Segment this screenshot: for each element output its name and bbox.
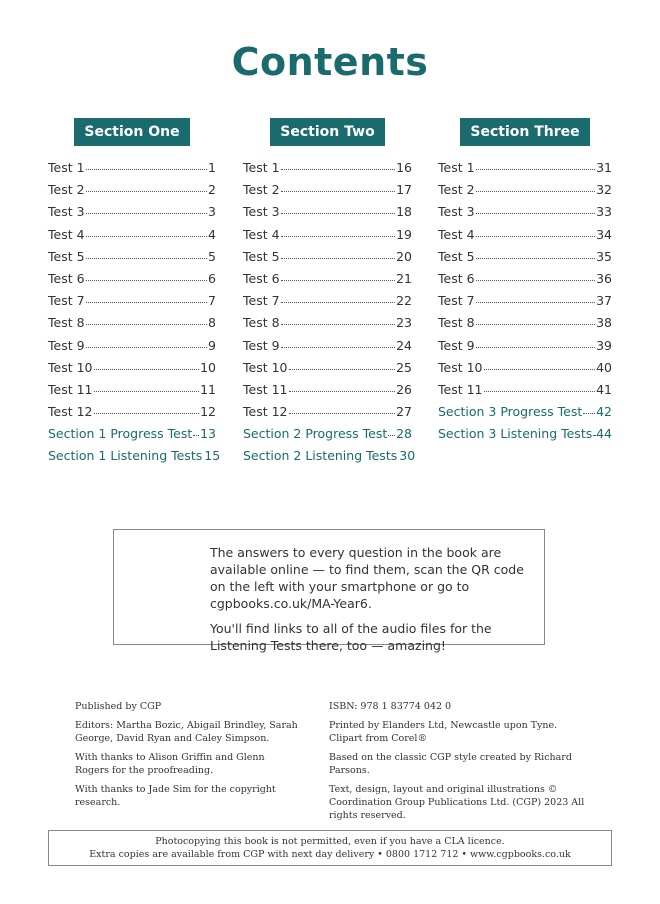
toc-entry-label: Test 7 — [438, 293, 475, 309]
toc-entry-page: 11 — [200, 381, 216, 397]
section-column-two — [243, 118, 416, 471]
toc-entry-page: 10 — [200, 359, 216, 375]
toc-entry-page: 30 — [399, 448, 416, 464]
dot-leader — [86, 226, 208, 237]
dot-leader — [193, 425, 199, 436]
toc-entry — [243, 338, 412, 360]
toc-entry-label: Test 9 — [438, 337, 475, 353]
toc-entry-label: Test 2 — [438, 182, 475, 198]
section-heading: Section Three — [460, 118, 589, 146]
toc-entry-page: 6 — [208, 270, 216, 286]
toc-entry — [438, 338, 612, 360]
toc-entry-page: 33 — [596, 204, 612, 220]
dot-leader — [281, 270, 396, 281]
toc-entry — [48, 448, 221, 470]
dot-leader — [281, 292, 396, 303]
dot-leader — [86, 337, 208, 348]
dot-leader — [281, 226, 396, 237]
toc-entry — [243, 227, 412, 249]
toc-entry-label: Test 9 — [243, 337, 280, 353]
toc-entry-label: Test 6 — [243, 270, 280, 286]
dot-leader — [94, 359, 200, 370]
dot-leader — [86, 159, 208, 170]
dot-leader — [86, 203, 208, 214]
dot-leader — [86, 292, 208, 303]
toc-entry-label: Test 3 — [243, 204, 280, 220]
toc-entry — [438, 382, 612, 404]
toc-entry — [243, 182, 412, 204]
toc-entry — [48, 338, 216, 360]
toc-entry — [48, 293, 216, 315]
toc-entry-label: Test 5 — [438, 248, 475, 264]
publisher-info-left — [75, 700, 300, 815]
section-heading: Section One — [74, 118, 189, 146]
toc-entry — [48, 160, 216, 182]
toc-entry-label: Test 4 — [48, 226, 85, 242]
toc-entry-label: Test 11 — [48, 381, 93, 397]
dot-leader — [476, 159, 596, 170]
toc-entry — [243, 160, 412, 182]
order-info: Extra copies are available from CGP with next day delivery • 0800 1712 712 • www.cgpbooks.co.uk — [89, 849, 571, 860]
isbn: ISBN: 978 1 83774 042 0 — [329, 701, 452, 712]
toc-entry — [243, 404, 412, 426]
dot-leader — [289, 359, 396, 370]
toc-entry-label: Test 9 — [48, 337, 85, 353]
toc-entry — [243, 271, 412, 293]
dot-leader — [583, 403, 595, 414]
toc-entry-label: Test 8 — [438, 315, 475, 331]
toc-entry-page: 37 — [596, 293, 612, 309]
toc-entry-label: Test 8 — [48, 315, 85, 331]
toc-entry — [48, 271, 216, 293]
toc-entry-label: Test 11 — [438, 381, 483, 397]
toc-list — [48, 160, 221, 471]
toc-entry — [438, 182, 612, 204]
toc-entry — [48, 315, 216, 337]
toc-entry-label: Test 6 — [438, 270, 475, 286]
toc-entry-page: 4 — [208, 226, 216, 242]
toc-entry-page: 20 — [396, 248, 412, 264]
dot-leader — [484, 359, 596, 370]
dot-leader — [94, 381, 200, 392]
dot-leader — [476, 270, 596, 281]
toc-entry-label: Test 4 — [243, 226, 280, 242]
toc-entry-page: 19 — [396, 226, 412, 242]
photocopy-notice: Photocopying this book is not permitted, even if you have a CLA licence. — [155, 836, 505, 847]
dot-leader — [281, 203, 396, 214]
toc-entry-page: 12 — [200, 404, 216, 420]
toc-entry — [48, 382, 216, 404]
toc-entry — [243, 360, 412, 382]
toc-entry-page: 21 — [396, 270, 412, 286]
toc-entry-label: Test 7 — [48, 293, 85, 309]
toc-entry-page: 41 — [596, 381, 612, 397]
toc-entry-label: Test 1 — [438, 160, 475, 175]
toc-entry-page: 40 — [596, 359, 612, 375]
toc-entry-label: Test 4 — [438, 226, 475, 242]
toc-entry-label: Section 3 Listening Tests — [438, 426, 593, 442]
toc-entry — [438, 293, 612, 315]
page-title: Contents — [231, 40, 429, 84]
toc-entry-label: Test 2 — [243, 182, 280, 198]
toc-entry-label: Section 2 Listening Tests — [243, 448, 398, 464]
toc-entry-label: Test 12 — [48, 404, 93, 420]
toc-entry — [438, 227, 612, 249]
toc-entry — [438, 204, 612, 226]
toc-entry-page: 44 — [596, 426, 612, 442]
toc-entry-page: 31 — [596, 160, 612, 175]
toc-entry-page: 42 — [596, 404, 612, 420]
toc-entry-page: 7 — [208, 293, 216, 309]
dot-leader — [281, 159, 396, 170]
section-column-three — [438, 118, 612, 448]
toc-entry-label: Section 2 Progress Test — [243, 426, 388, 442]
answers-paragraph: The answers to every question in the book are available online — to find them, scan the QR code on the left with your smartphone or go to cgpbooks.co.uk/MA-Year6. — [210, 545, 524, 611]
section-column-one — [48, 118, 221, 471]
toc-entry-page: 25 — [396, 359, 412, 375]
toc-entry-page: 28 — [396, 426, 412, 442]
toc-entry — [438, 249, 612, 271]
toc-entry — [243, 448, 416, 470]
toc-entry-page: 18 — [396, 204, 412, 220]
dot-leader — [281, 181, 396, 192]
dot-leader — [86, 248, 208, 259]
copyright-notice: Text, design, layout and original illustrations © Coordination Group Publications Ltd. (CGP) 2023 All rights reserved. — [329, 784, 585, 821]
toc-entry-page: 27 — [396, 404, 412, 420]
toc-entry-label: Test 1 — [243, 160, 280, 175]
toc-entry — [48, 360, 216, 382]
published-by: Published by CGP — [75, 701, 162, 712]
toc-entry — [243, 204, 412, 226]
dot-leader — [289, 381, 396, 392]
toc-entry-page: 9 — [208, 337, 216, 353]
dot-leader — [86, 314, 208, 325]
toc-entry-label: Section 3 Progress Test — [438, 404, 583, 420]
publisher-info-right — [329, 700, 589, 828]
dot-leader — [476, 337, 596, 348]
toc-entry-label: Test 6 — [48, 270, 85, 286]
toc-entry-label: Test 8 — [243, 315, 280, 331]
dot-leader — [476, 292, 596, 303]
toc-list — [438, 160, 612, 448]
toc-entry-label: Test 5 — [48, 248, 85, 264]
dot-leader — [476, 181, 596, 192]
dot-leader — [281, 248, 396, 259]
toc-entry — [48, 227, 216, 249]
toc-entry-page: 16 — [396, 160, 412, 175]
toc-entry — [48, 204, 216, 226]
toc-entry-page: 15 — [204, 448, 221, 464]
toc-entry-label: Section 1 Listening Tests — [48, 448, 203, 464]
section-heading: Section Two — [270, 118, 384, 146]
dot-leader — [476, 226, 596, 237]
toc-entry — [243, 315, 412, 337]
toc-entry-label: Test 1 — [48, 160, 85, 175]
toc-entry-page: 36 — [596, 270, 612, 286]
toc-entry-page: 8 — [208, 315, 216, 331]
toc-entry — [243, 293, 412, 315]
toc-entry-page: 3 — [208, 204, 216, 220]
printer-info: Printed by Elanders Ltd, Newcastle upon Tyne. Clipart from Corel® — [329, 720, 558, 744]
dot-leader — [476, 203, 596, 214]
dot-leader — [476, 248, 596, 259]
toc-entry-label: Test 10 — [48, 359, 93, 375]
dot-leader — [484, 381, 596, 392]
toc-entry-page: 38 — [596, 315, 612, 331]
toc-entry — [48, 182, 216, 204]
dot-leader — [289, 403, 396, 414]
dot-leader — [281, 314, 396, 325]
toc-entry-label: Test 12 — [243, 404, 288, 420]
toc-entry-label: Test 3 — [48, 204, 85, 220]
editors: Editors: Martha Bozic, Abigail Brindley, Sarah George, David Ryan and Caley Simpson. — [75, 720, 298, 744]
dot-leader — [94, 403, 200, 414]
dot-leader — [593, 425, 595, 436]
toc-entry-page: 32 — [596, 182, 612, 198]
toc-entry-page: 22 — [396, 293, 412, 309]
based-on: Based on the classic CGP style created by Richard Parsons. — [329, 752, 572, 776]
thanks-proofreading: With thanks to Alison Griffin and Glenn Rogers for the proofreading. — [75, 752, 265, 776]
dot-leader — [476, 314, 596, 325]
toc-entry-page: 26 — [396, 381, 412, 397]
toc-entry — [48, 404, 216, 426]
footer-notice-box — [48, 830, 612, 866]
dot-leader — [388, 425, 395, 436]
toc-entry-label: Test 7 — [243, 293, 280, 309]
toc-entry — [438, 315, 612, 337]
audio-paragraph: You'll find links to all of the audio files for the Listening Tests there, too — amazing! — [210, 621, 492, 653]
toc-entry-page: 34 — [596, 226, 612, 242]
toc-entry — [243, 426, 412, 448]
toc-entry-label: Test 10 — [243, 359, 288, 375]
toc-entry-page: 13 — [200, 426, 216, 442]
toc-entry-label: Test 10 — [438, 359, 483, 375]
toc-entry — [243, 249, 412, 271]
toc-entry-label: Test 5 — [243, 248, 280, 264]
dot-leader — [281, 337, 396, 348]
toc-entry — [48, 426, 216, 448]
dot-leader — [86, 181, 208, 192]
toc-entry — [48, 249, 216, 271]
toc-entry-label: Test 3 — [438, 204, 475, 220]
toc-entry-label: Test 2 — [48, 182, 85, 198]
toc-entry — [438, 404, 612, 426]
toc-entry-page: 5 — [208, 248, 216, 264]
toc-entry-page: 24 — [396, 337, 412, 353]
toc-entry — [438, 360, 612, 382]
toc-entry-label: Test 11 — [243, 381, 288, 397]
toc-entry-page: 23 — [396, 315, 412, 331]
toc-entry-label: Section 1 Progress Test — [48, 426, 193, 442]
answers-info-box — [113, 529, 545, 653]
thanks-copyright: With thanks to Jade Sim for the copyright research. — [75, 784, 276, 808]
toc-list — [243, 160, 416, 471]
toc-entry-page: 35 — [596, 248, 612, 264]
toc-entry — [438, 426, 612, 448]
toc-entry-page: 1 — [208, 160, 216, 175]
toc-entry-page: 2 — [208, 182, 216, 198]
toc-entry — [243, 382, 412, 404]
dot-leader — [86, 270, 208, 281]
toc-entry — [438, 271, 612, 293]
toc-entry — [438, 160, 612, 182]
toc-entry-page: 17 — [396, 182, 412, 198]
toc-entry-page: 39 — [596, 337, 612, 353]
